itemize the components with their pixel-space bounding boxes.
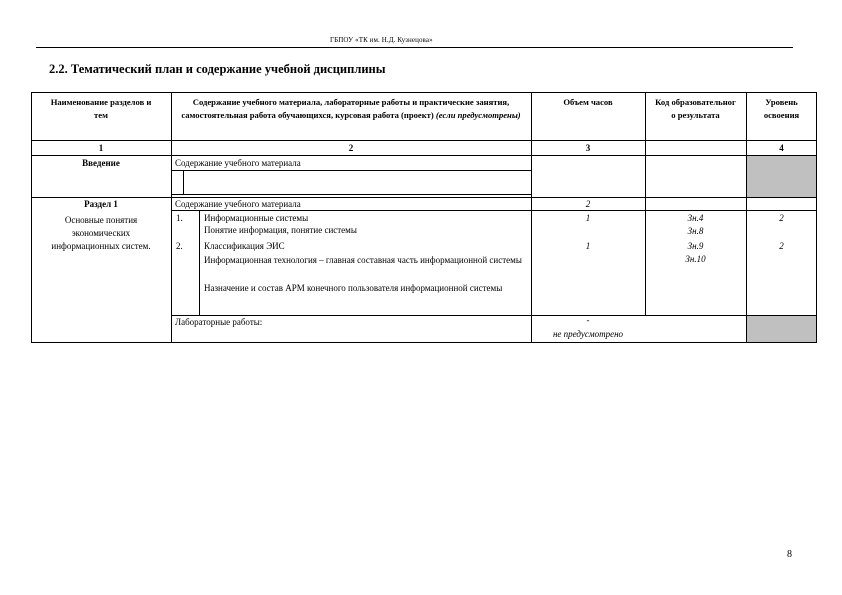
table-border-top (31, 92, 817, 93)
table-line-intro-bottom (31, 197, 817, 198)
item-2-code-2: Зн.10 (685, 254, 706, 264)
item-2-code-1: Зн.9 (687, 241, 704, 251)
column-number-2: 2 (348, 143, 354, 153)
item-1-number: 1. (176, 213, 183, 223)
item-1-code-1: Зн.4 (687, 213, 704, 223)
intro-content-label: Содержание учебного материала (175, 158, 301, 168)
item-1-level: 2 (779, 213, 784, 223)
header-rule (36, 47, 793, 48)
table-subcol-divider-intro (183, 170, 184, 194)
table-subcol-divider-numbers (199, 210, 200, 315)
header-col-sections: Наименование разделов и тем (50, 97, 152, 120)
shaded-cell-intro-level (746, 155, 817, 197)
table-line-header-bottom (31, 140, 817, 141)
section1-content-label: Содержание учебного материала (175, 199, 301, 209)
header-col-content (174, 96, 528, 121)
column-number-1: 1 (98, 143, 104, 153)
column-number-3: 3 (585, 143, 591, 153)
item-1-line-1: Информационные системы (204, 213, 309, 223)
item-2-level: 2 (779, 241, 784, 251)
header-col-content-note: (если предусмотрены) (435, 109, 521, 120)
labs-hours-note: не предусмотрено (552, 329, 624, 339)
table-line-intro-label (171, 170, 531, 171)
header-col-level: Уровень освоения (763, 97, 800, 120)
section1-name: Раздел 1 (84, 199, 118, 209)
item-2-line-2: Информационная технология – главная составная часть информационной системы (204, 255, 522, 265)
item-2-line-3: Назначение и состав АРМ конечного пользователя информационной системы (204, 283, 503, 293)
table-line-labs-top (171, 315, 817, 316)
header-col-content-main: Содержание учебного материала, лабораторные работы и практические занятия, самостоятельная работа обучающихся, курсовая работа (проект) (181, 97, 510, 120)
table-col-divider-3 (645, 92, 646, 315)
table-border-left (31, 92, 32, 343)
running-header: ГБПОУ «ТК им. Н.Д. Кузнецова» (330, 36, 433, 44)
table-border-bottom (31, 342, 817, 343)
header-col-hours: Объем часов (563, 97, 613, 107)
table-line-numbers-bottom (31, 155, 817, 156)
table-col-divider-1 (171, 92, 172, 343)
item-1-hours: 1 (585, 213, 591, 223)
item-1-code-2: Зн.8 (687, 226, 704, 236)
section1-content-hours: 2 (585, 199, 591, 209)
labs-hours-dash: - (586, 315, 590, 325)
thematic-plan-table (31, 92, 817, 342)
table-line-intro-bottom-inner (171, 194, 531, 195)
shaded-cell-labs-level (746, 315, 817, 342)
section1-description: Основные понятия экономических информационных систем. (51, 215, 151, 251)
item-2-line-1: Классификация ЭИС (204, 241, 285, 251)
section-title: 2.2. Тематический план и содержание учебной дисциплины (49, 62, 386, 76)
item-2-hours: 1 (585, 241, 591, 251)
item-2-number: 2. (176, 241, 183, 251)
item-1-line-2: Понятие информация, понятие системы (204, 225, 357, 235)
intro-name: Введение (82, 158, 120, 168)
labs-label: Лабораторные работы: (175, 317, 263, 327)
page-number: 8 (787, 549, 792, 560)
column-number-4: 4 (779, 143, 784, 153)
table-line-content-label (171, 210, 817, 211)
header-col-code: Код образовательного результата (655, 97, 736, 120)
